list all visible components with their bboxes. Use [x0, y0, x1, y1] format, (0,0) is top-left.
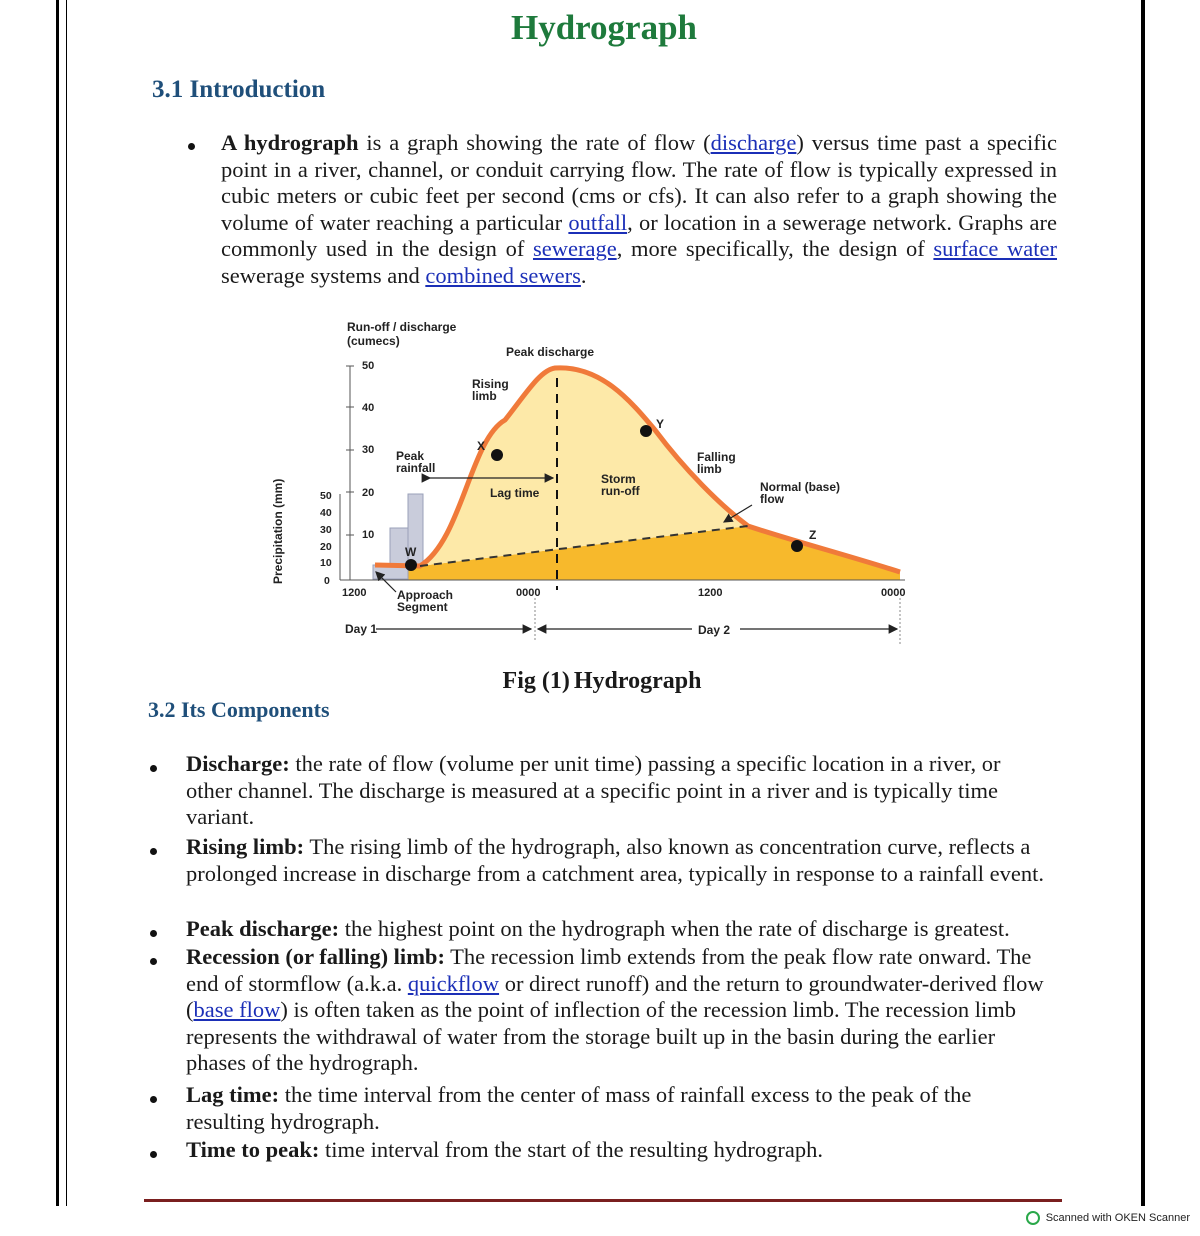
component-lag-time: Lag time: the time interval from the center of mass of rainfall excess to the peak of the resulting hydrograph. — [186, 1082, 972, 1134]
bullet — [150, 765, 157, 772]
bullet — [150, 930, 157, 937]
point-x-marker — [491, 449, 503, 461]
y-axis-unit: (cumecs) — [347, 334, 400, 348]
y-tick-10: 10 — [362, 529, 375, 541]
bullet — [150, 1151, 157, 1158]
figure-caption: Fig (1) Hydrograph — [502, 668, 702, 694]
label-point-z: Z — [809, 528, 817, 542]
link-combined-sewers[interactable]: combined sewers — [425, 262, 581, 288]
bullet — [150, 958, 157, 965]
point-w-marker — [405, 559, 417, 571]
section-heading-introduction: 3.1 Introduction — [152, 76, 326, 103]
link-discharge[interactable]: discharge — [710, 130, 797, 155]
precip-tick-0: 0 — [324, 575, 330, 587]
label-rising-limb-1: Rising — [472, 377, 509, 391]
label-approach-2: Segment — [397, 600, 448, 614]
link-sewerage[interactable]: sewerage — [532, 236, 617, 262]
point-z-marker — [791, 540, 803, 552]
y-tick-30: 30 — [362, 444, 375, 456]
y-tick-40: 40 — [362, 402, 375, 414]
precip-tick-30: 30 — [320, 524, 332, 536]
component-peak-discharge: Peak discharge: the highest point on the hydrograph when the rate of discharge is greatest. — [186, 916, 1010, 941]
page-title: Hydrograph — [510, 8, 698, 47]
y-tick-20: 20 — [362, 487, 375, 499]
label-approach-1: Approach — [397, 588, 454, 602]
precip-tick-50: 50 — [320, 490, 332, 502]
bullet — [150, 848, 157, 855]
label-day1: Day 1 — [345, 622, 378, 636]
label-point-x: X — [477, 439, 486, 453]
precip-tick-20: 20 — [320, 541, 332, 553]
component-recession-limb: Recession (or falling) limb: The recession limb extends from the peak flow rate onward. The end of stormflow (a.k.a. quickflow or direct runoff) and the return to groundwater-derived flow (base flow) is often taken as the point of inflection of the recession limb. The recession limb represents the withdrawal of water from the storage built up in the basin during the earlier phases of the hydrograph. — [186, 944, 1044, 1076]
label-storm-runoff-2: run-off — [601, 484, 640, 498]
y-axis-label: Run-off / discharge — [347, 320, 457, 334]
component-time-to-peak: Time to peak: time interval from the start of the resulting hydrograph. — [186, 1137, 823, 1162]
link-surface-water[interactable]: surface water — [933, 236, 1057, 262]
label-falling-limb-1: Falling — [697, 450, 736, 464]
scanner-watermark: Scanned with OKEN Scanner — [1026, 1211, 1190, 1225]
x-tick-1200-b: 1200 — [698, 587, 723, 599]
label-point-w: W — [405, 545, 417, 559]
y-tick-50: 50 — [362, 360, 375, 372]
label-falling-limb-2: limb — [697, 462, 722, 476]
label-day2: Day 2 — [698, 623, 731, 637]
label-rising-limb-2: limb — [472, 389, 497, 403]
x-tick-0000-a: 0000 — [516, 587, 541, 599]
label-normal-flow-2: flow — [760, 492, 784, 506]
bottom-rule — [144, 1199, 1062, 1202]
precip-axis-label: Precipitation (mm) — [271, 478, 285, 584]
x-tick-0000-b: 0000 — [881, 587, 906, 599]
label-lag-time: Lag time — [490, 486, 540, 500]
section-heading-components: 3.2 Its Components — [148, 697, 330, 722]
x-tick-1200-a: 1200 — [342, 587, 367, 599]
label-normal-flow-1: Normal (base) — [760, 480, 841, 494]
precip-tick-10: 10 — [320, 557, 332, 569]
intro-paragraph: A hydrograph is a graph showing the rate of flow (discharge) versus time past a specific point in a river, channel, or conduit carrying flow. The rate of flow is typically expressed in cubic meters or cubic feet per second (cms or cfs). It can also refer to a graph showing the volume of water reaching a particular outfall, or location in a sewerage network. Graphs are commonly used in the design of sewerage, more specifically, the design of surface water sewerage systems and combined sewers. — [221, 130, 1057, 288]
component-rising-limb: Rising limb: The rising limb of the hydrograph, also known as concentration curve, reflects a prolonged increase in discharge from a catchment area, typically in response to a rainfall event. — [186, 834, 1044, 886]
label-point-y: Y — [656, 417, 665, 431]
label-peak-rainfall-1: Peak — [396, 449, 425, 463]
precip-tick-40: 40 — [320, 507, 332, 519]
point-y-marker — [640, 425, 652, 437]
link-base-flow[interactable]: base flow — [193, 997, 281, 1023]
label-storm-runoff-1: Storm — [601, 472, 636, 486]
component-discharge: Discharge: the rate of flow (volume per unit time) passing a specific location in a river, or other channel. The discharge is measured at a specific point in a river and is typically time variant. — [186, 751, 1001, 830]
link-outfall[interactable]: outfall — [568, 209, 628, 235]
label-peak-discharge: Peak discharge — [506, 345, 595, 359]
bullet — [150, 1096, 157, 1103]
label-peak-rainfall-2: rainfall — [396, 461, 436, 475]
link-quickflow[interactable]: quickflow — [407, 970, 500, 996]
scanner-logo-icon — [1026, 1211, 1040, 1225]
